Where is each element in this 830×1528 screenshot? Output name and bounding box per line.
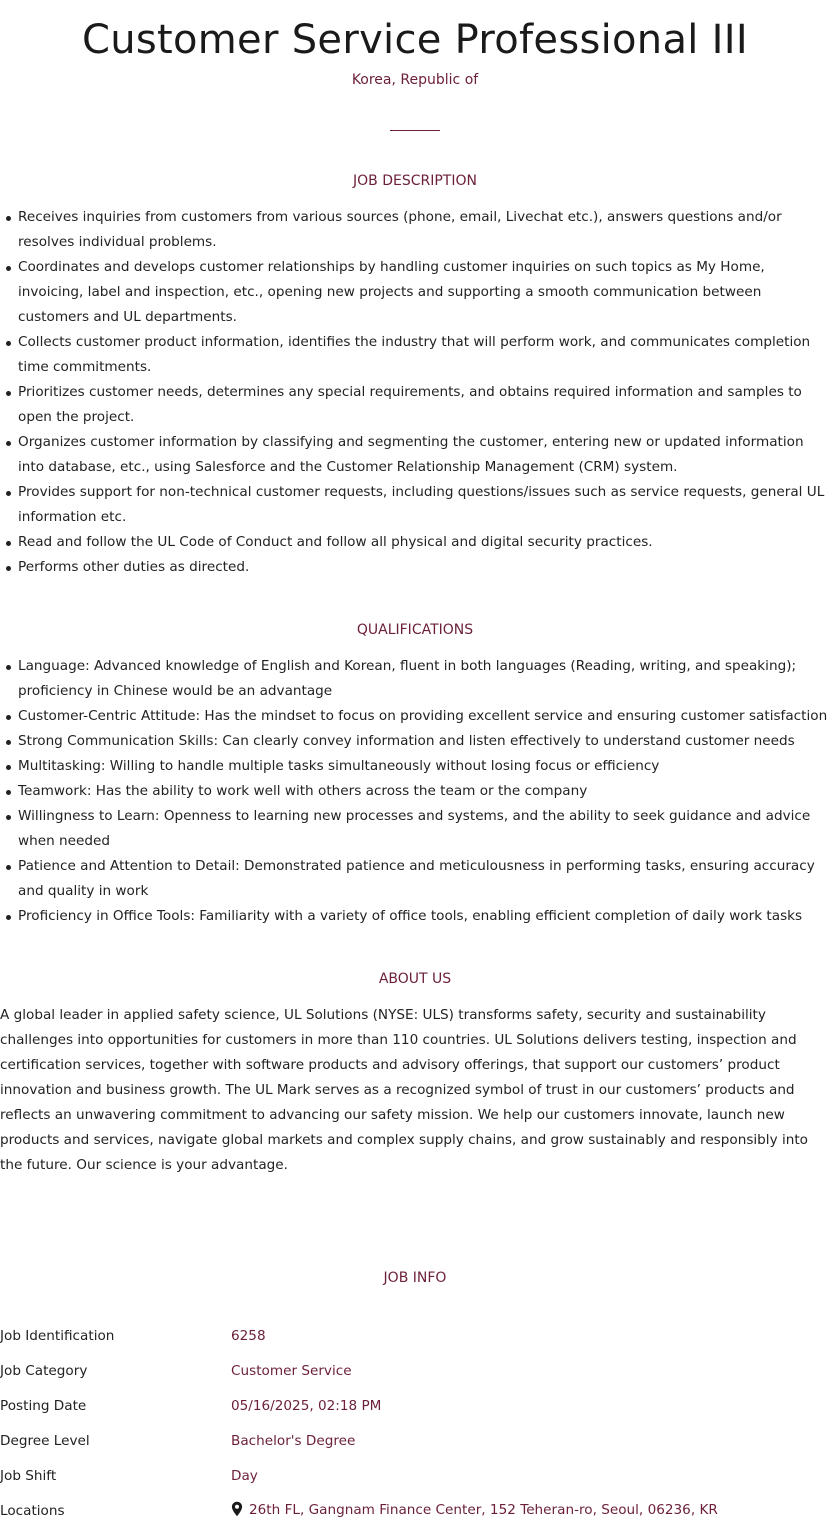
locations-value <box>231 1493 830 1528</box>
list-item-text: Receives inquiries from customers from various sources (phone, email, Livechat etc.), answers questions and/or resolves individual problems. <box>18 209 782 250</box>
job-location: Korea, Republic of <box>351 72 479 88</box>
table-row <box>0 1353 830 1388</box>
job-id-label: Job Identification <box>0 1327 115 1344</box>
bullet-icon <box>6 566 11 571</box>
bullet-icon <box>6 341 11 346</box>
job-category-value: Customer Service <box>231 1362 352 1379</box>
about-us-heading: ABOUT US <box>378 971 452 987</box>
bullet-icon <box>6 915 11 920</box>
posting-date-value: 05/16/2025, 02:18 PM <box>231 1397 382 1414</box>
bullet-icon <box>6 491 11 496</box>
list-item <box>0 804 830 854</box>
bullet-icon <box>6 790 11 795</box>
bullet-icon <box>6 765 11 770</box>
list-item <box>0 854 830 904</box>
table-row <box>0 1493 830 1528</box>
list-item <box>0 704 830 729</box>
bullet-icon <box>6 216 11 221</box>
bullet-icon <box>6 865 11 870</box>
list-item-text: Customer-Centric Attitude: Has the mindset to focus on providing excellent service and ensuring customer satisfaction <box>18 708 828 724</box>
degree-level-label: Degree Level <box>0 1432 90 1449</box>
list-item <box>0 654 830 704</box>
job-shift-label: Job Shift <box>0 1467 57 1484</box>
list-item <box>0 255 830 330</box>
table-row <box>0 1388 830 1423</box>
list-item <box>0 430 830 480</box>
list-item <box>0 480 830 530</box>
list-item <box>0 530 830 555</box>
list-item <box>0 754 830 779</box>
bullet-icon <box>6 665 11 670</box>
list-item <box>0 779 830 804</box>
list-item-text: Proficiency in Office Tools: Familiarity with a variety of office tools, enabling efficient completion of daily work tasks <box>18 908 803 924</box>
list-item-text: Collects customer product information, identifies the industry that will perform work, and communicates completion time commitments. <box>18 334 811 375</box>
job-info-table <box>0 1318 830 1528</box>
page-title: Customer Service Professional III <box>82 17 748 63</box>
bullet-icon <box>6 441 11 446</box>
locations-label: Locations <box>0 1502 65 1519</box>
bullet-icon <box>6 815 11 820</box>
table-row <box>0 1458 830 1493</box>
bullet-icon <box>6 740 11 745</box>
qualifications-heading: QUALIFICATIONS <box>356 622 474 638</box>
list-item-text: Language: Advanced knowledge of English and Korean, fluent in both languages (Reading, writing, and speaking); proficiency in Chinese would be an advantage <box>18 658 797 699</box>
posting-date-label: Posting Date <box>0 1397 87 1414</box>
list-item-text: Performs other duties as directed. <box>18 559 250 575</box>
job-category-label: Job Category <box>0 1362 88 1379</box>
list-item <box>0 380 830 430</box>
list-item-text: Read and follow the UL Code of Conduct and follow all physical and digital security practices. <box>18 534 653 550</box>
bullet-icon <box>6 541 11 546</box>
bullet-icon <box>6 715 11 720</box>
list-item-text: Organizes customer information by classifying and segmenting the customer, entering new or updated information into database, etc., using Salesforce and the Customer Relationship Management (CRM) system. <box>18 434 804 475</box>
qualifications-list <box>0 654 830 929</box>
bullet-icon <box>6 391 11 396</box>
title-divider <box>390 130 440 131</box>
location-address-link[interactable]: 26th FL, Gangnam Finance Center, 152 Teheran-ro, Seoul, 06236, KR <box>249 1501 718 1518</box>
job-description-list <box>0 205 830 580</box>
list-item-text: Patience and Attention to Detail: Demonstrated patience and meticulousness in performing tasks, ensuring accuracy and quality in work <box>18 858 815 899</box>
bullet-icon <box>6 266 11 271</box>
job-id-value: 6258 <box>231 1327 266 1344</box>
list-item <box>0 205 830 255</box>
job-shift-value: Day <box>231 1467 258 1484</box>
list-item <box>0 904 830 929</box>
about-us-text: A global leader in applied safety science, UL Solutions (NYSE: ULS) transforms safety, security and sustainability challenges into opportunities for customers in more than 110 countries. UL Solutions delivers testing, inspection and certification services, together with software products and advisory offerings, that support our customers’ product innovation and business growth. The UL Mark serves as a recognized symbol of trust in our customers’ products and reflects an unwavering commitment to advancing our safety mission. We help our customers innovate, launch new products and services, navigate global markets and complex supply chains, and grow sustainably and responsibly into the future. Our science is your advantage. <box>0 1007 808 1173</box>
table-row <box>0 1318 830 1353</box>
list-item-text: Multitasking: Willing to handle multiple tasks simultaneously without losing focus or efficiency <box>18 758 660 774</box>
list-item-text: Provides support for non-technical customer requests, including questions/issues such as service requests, general UL information etc. <box>18 484 825 525</box>
list-item <box>0 330 830 380</box>
list-item-text: Coordinates and develops customer relationships by handling customer inquiries on such topics as My Home, invoicing, label and inspection, etc., opening new projects and supporting a smooth communication between customers and UL departments. <box>18 259 765 325</box>
list-item <box>0 729 830 754</box>
list-item-text: Willingness to Learn: Openness to learning new processes and systems, and the ability to seek guidance and advice when needed <box>18 808 811 849</box>
job-info-heading: JOB INFO <box>383 1270 447 1286</box>
list-item-text: Teamwork: Has the ability to work well with others across the team or the company <box>18 783 588 799</box>
list-item-text: Strong Communication Skills: Can clearly convey information and listen effectively to understand customer needs <box>18 733 795 749</box>
list-item-text: Prioritizes customer needs, determines any special requirements, and obtains required information and samples to open the project. <box>18 384 802 425</box>
list-item <box>0 555 830 580</box>
table-row <box>0 1423 830 1458</box>
degree-level-value: Bachelor's Degree <box>231 1432 356 1449</box>
job-description-heading: JOB DESCRIPTION <box>353 173 477 189</box>
map-pin-icon <box>231 1501 243 1521</box>
